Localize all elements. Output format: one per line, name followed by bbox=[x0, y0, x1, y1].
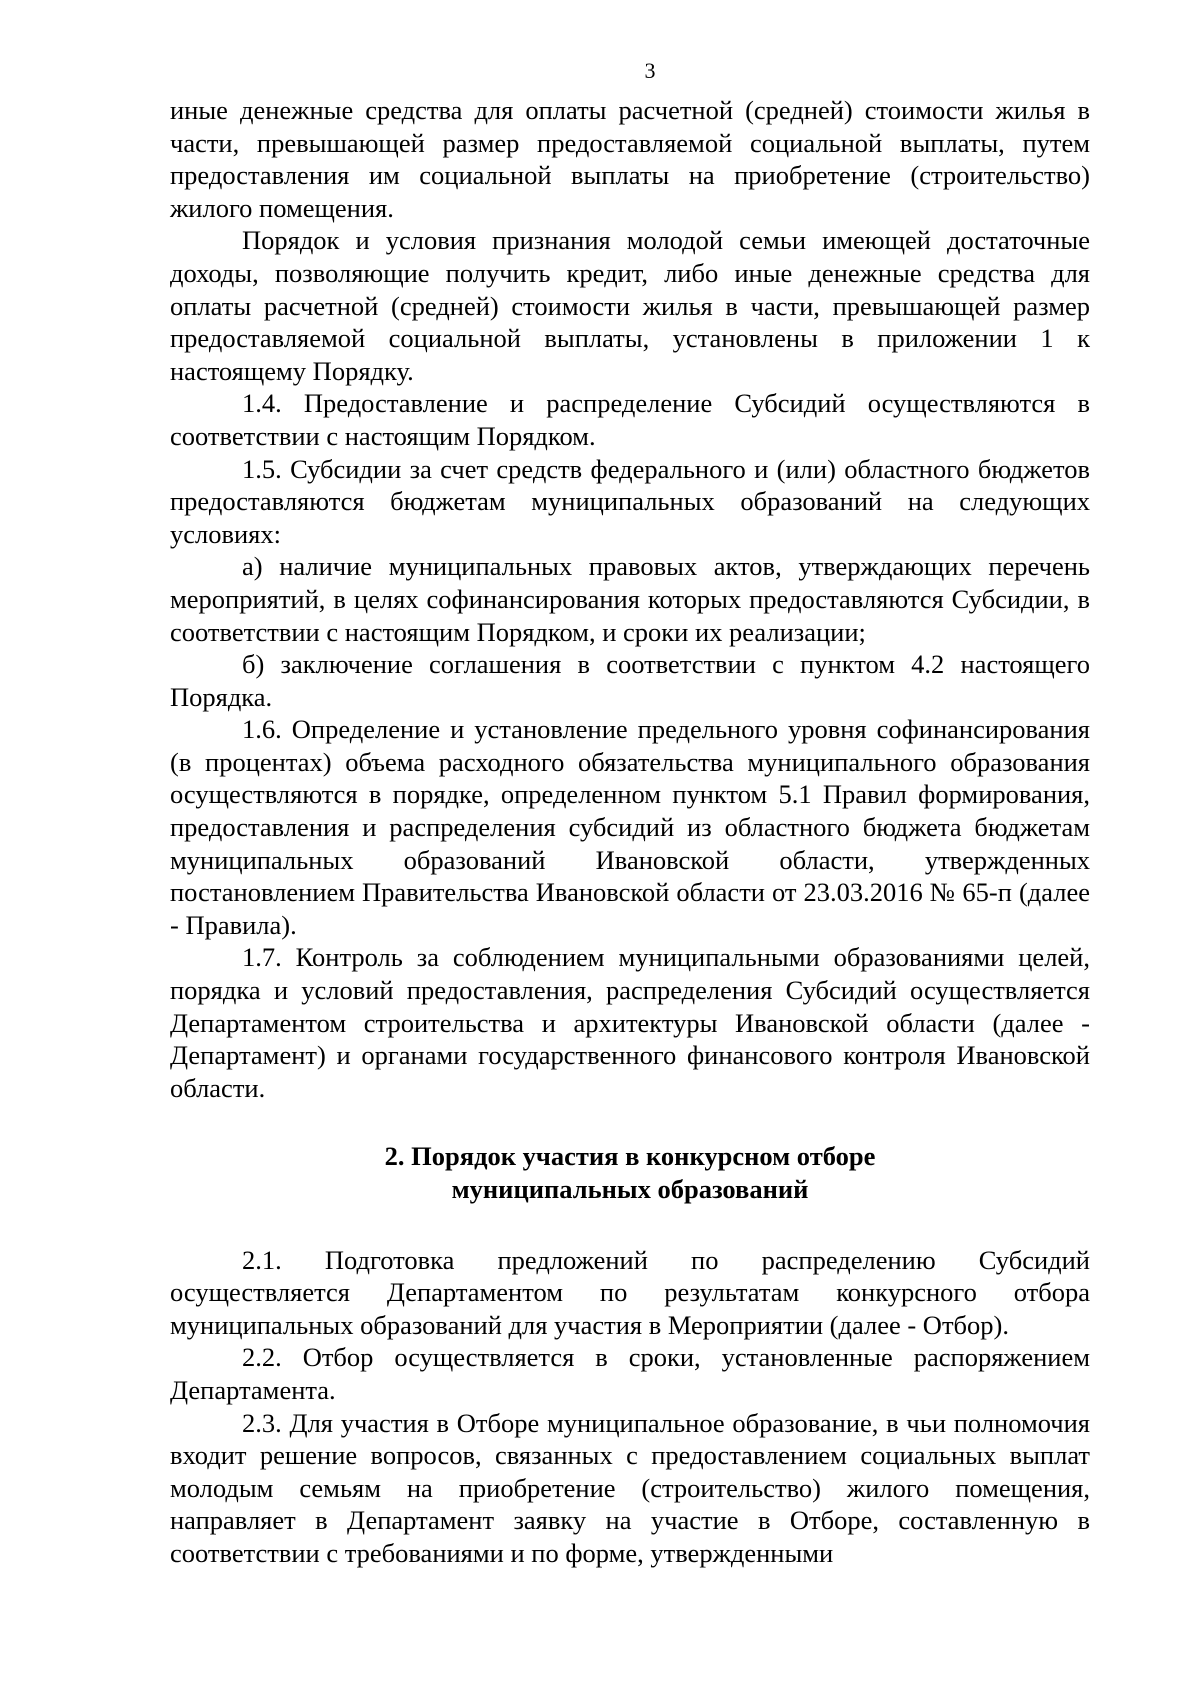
paragraph-continuation: иные денежные средства для оплаты расчетной (средней) стоимости жилья в части, превышающей размер предоставляемой социальной выплаты, путем предоставления им социальной выплаты на приобретение (строительство) жилого помещения. bbox=[170, 95, 1090, 223]
section-2-heading bbox=[170, 1140, 1090, 1205]
paragraph-1-5-a: а) наличие муниципальных правовых актов, утверждающих перечень мероприятий, в целях софинансирования которых предоставляются Субсидии, в соответствии с настоящим Порядком, и сроки их реализации; bbox=[170, 551, 1090, 647]
document-body bbox=[170, 94, 1090, 1570]
paragraph-1-7: 1.7. Контроль за соблюдением муниципальными образованиями целей, порядка и условий предоставления, распределения Субсидий осуществляется Департаментом строительства и архитектуры Ивановской области (далее - Департамент) и органами государственного финансового контроля Ивановской области. bbox=[170, 942, 1090, 1103]
paragraph-2-3: 2.3. Для участия в Отборе муниципальное образование, в чьи полномочия входит решение вопросов, связанных с предоставлением социальных выплат молодым семьям на приобретение (строительство) жилого помещения, направляет в Департамент заявку на участие в Отборе, составленную в соответствии с требованиями и по форме, утвержденными bbox=[170, 1407, 1090, 1568]
paragraph-2-1: 2.1. Подготовка предложений по распределению Субсидий осуществляется Департаментом по результатам конкурсного отбора муниципальных образований для участия в Мероприятии (далее - Отбор). bbox=[170, 1244, 1090, 1340]
paragraph-1-4: 1.4. Предоставление и распределение Субсидий осуществляются в соответствии с настоящим Порядком. bbox=[170, 388, 1090, 451]
page-number: 3 bbox=[644, 58, 656, 83]
paragraph-eligibility-conditions: Порядок и условия признания молодой семьи имеющей достаточные доходы, позволяющие получить кредит, либо иные денежные средства для оплаты расчетной (средней) стоимости жилья в части, превышающей размер предоставляемой социальной выплаты, установлены в приложении 1 к настоящему Порядку. bbox=[170, 225, 1090, 386]
paragraph-2-2: 2.2. Отбор осуществляется в сроки, установленные распоряжением Департамента. bbox=[170, 1342, 1090, 1405]
section-2-heading-line-2: муниципальных образований bbox=[451, 1174, 809, 1204]
paragraph-1-5: 1.5. Субсидии за счет средств федерального и (или) областного бюджетов предоставляются бюджетам муниципальных образований на следующих условиях: bbox=[170, 453, 1090, 549]
paragraph-1-5-b: б) заключение соглашения в соответствии с пунктом 4.2 настоящего Порядка. bbox=[170, 649, 1090, 712]
section-2-heading-line-1: 2. Порядок участия в конкурсном отборе bbox=[384, 1141, 876, 1172]
paragraph-1-6: 1.6. Определение и установление предельного уровня софинансирования (в процентах) объема расходного обязательства муниципального образования осуществляются в порядке, определенном пунктом 5.1 Правил формирования, предоставления и распределения субсидий из областного бюджета бюджетам муниципальных образований Ивановской области, утвержденных постановлением Правительства Ивановской области от 23.03.2016 № 65-п (далее - Правила). bbox=[170, 714, 1090, 940]
